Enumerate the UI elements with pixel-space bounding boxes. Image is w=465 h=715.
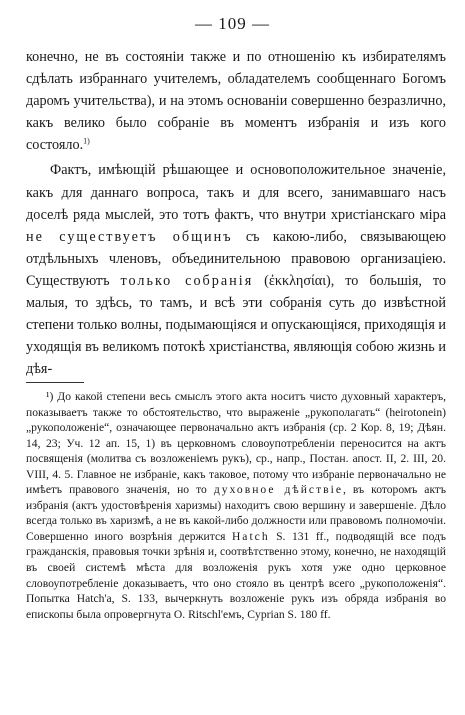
footnote-reference[interactable]: 1): [83, 136, 90, 146]
paragraph-2-part-1: Фактъ, имѣющій рѣшающее и основоположительное значеніе, какъ для даннаго вопроса, такъ и для всего, занимавшаго насъ доселѣ ряда мыслей, это тотъ фактъ, что внутри христіанскаго міра: [26, 162, 446, 223]
paragraph-2: [26, 159, 446, 380]
footnote: [26, 389, 446, 622]
paragraph-2-part-3: (ἐκκλησίαι), то большія, то малыя, то здѣсь, то тамъ, и всѣ эти собранія суть до извѣстной степени только волны, подымающіяся и опускающіяся, приходящія и уходящія въ великомъ потокѣ христіанства, являющія собою жизнь и дѣя-: [26, 272, 447, 378]
paragraph-2-part-2: съ какою-либо, связывающею отдѣльныхъ членовъ, объединительною правовою организаціею. Существуютъ: [26, 228, 446, 289]
emphasis-hatch: Hatch: [231, 529, 270, 543]
footnote-part-3: S. 131 ff., подводящій все подъ гражданскія, правовыя точки зрѣнія и, соотвѣтственно этому, конечно, не находящій въ своей системѣ мѣста для возложенія рукъ хотя уже одно церковное словоупотребленіе доказываетъ, что оно стояло въ центрѣ всего „рукоположенія“. Попытка Hatch'а, S. 133, вычеркнуть возложеніе рукъ изъ обряда избранія во епископы была опровергнута O. Ritschl'емъ, Cyprian S. 180 ff.: [26, 529, 446, 621]
footnote-divider: [26, 382, 84, 383]
emphasis-only-assemblies: только собранія: [120, 272, 254, 289]
footnote-part-1: До какой степени весь смыслъ этого акта носитъ чисто духовный характеръ, показываетъ также то обстоятельство, что выраженіе „рукополагать“ (heirotonein) „рукоположеніе“, означающее первоначально актъ избранія (ср. 2 Кор. 8, 19; Дѣян. 14, 23; Уч. 12 ап. 15, 1) въ церковномъ словоупотребленіи переносится на актъ посвященія (молитва съ возложеніемъ рукъ), ср., напр., Постан. апост. II, 2. III, 20. VIII, 4. 5. Главное не избраніе, какъ таковое, потому что избраніе первоначально не имѣетъ правового значенія, но то: [26, 390, 446, 497]
emphasis-no-communities: не существуетъ общинъ: [26, 228, 233, 245]
footnote-marker: ¹): [46, 390, 54, 403]
footnote-paragraph: [26, 389, 446, 622]
paragraph-1: [26, 46, 446, 156]
emphasis-spiritual-action: духовное дѣйствіе: [213, 483, 343, 497]
paragraph-1-text: конечно, не въ состояніи также и по отношенію къ избирателямъ сдѣлать избраннаго учителемъ, обладателемъ сообщеннаго Богомъ даромъ учительства), и на этомъ основаніи совершенно безразлично, какъ велико было собраніе въ моментъ избранія и изъ кого состояло.: [26, 49, 446, 154]
page-number: — 109 —: [195, 14, 270, 33]
footnote-part-2: , въ которомъ актъ избранія (актъ удостовѣренія харизмы) находитъ свою вершину и завершеніе. Дѣло всегда только въ харизмѣ, а не въ какой-либо должности или правовомъ полномочіи. Совершенно иного возрѣнія держится: [26, 483, 446, 543]
main-text: [26, 46, 446, 380]
